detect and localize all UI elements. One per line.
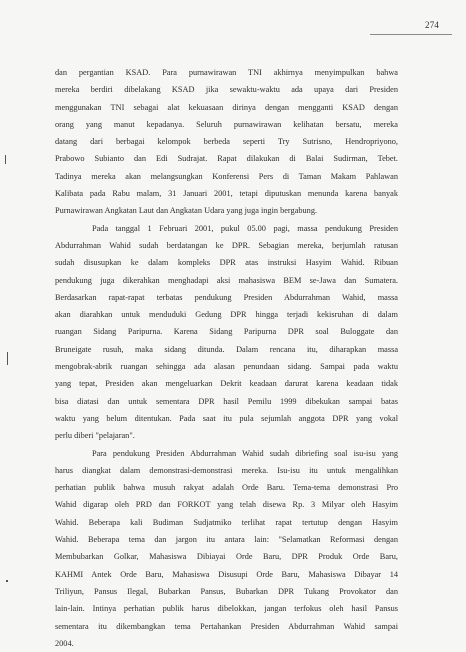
text-line: Berdasarkan rapat-rapat terbatas pendukung Presiden Abdurrahman Wahid, massa xyxy=(55,292,398,302)
scan-edge-mark xyxy=(5,155,6,164)
text-line: Triliyun, Pansus Ilegal, Bubarkan Pansus, Bubarkan DPR Tukang Provokator dan xyxy=(55,586,398,596)
text-line: Wahid. Beberapa kali Budiman Sudjatmiko terlihat rapat tertutup dengan Hasyim xyxy=(55,517,398,527)
paragraph-1 xyxy=(55,64,398,220)
text-line: sementara itu dikembangkan tema Pertahankan Presiden Abdurrahman Wahid sampai xyxy=(55,621,398,631)
text-line: mereka berdiri dibelakang KSAD jika sewaktu-waktu ada upaya dari Presiden xyxy=(55,85,398,95)
page-number: 274 xyxy=(425,20,440,30)
text-line: KAHMI Antek Orde Baru, Mahasiswa Disusupi Orde Baru, Mahasiswa Dibayar 14 xyxy=(55,569,398,579)
text-line: Purnawirawan Angkatan Laut dan Angkatan Udara yang juga ingin bergabung. xyxy=(55,206,318,216)
page-number-rule xyxy=(370,34,452,35)
text-line: perhatian publik bahwa musuh rakyat adalah Orde Baru. Tema-tema demonstrasi Pro xyxy=(55,483,398,493)
text-line: mengobrak-abrik ruangan sehingga ada alasan penundaan sidang. Sampai pada waktu xyxy=(55,362,398,372)
text-line: 2004. xyxy=(55,638,74,648)
scan-edge-mark xyxy=(6,580,8,582)
text-line: Abdurrahman Wahid sudah berdatangan ke DPR. Sebagian mereka, berjumlah ratusan xyxy=(55,240,398,250)
paragraph-2 xyxy=(55,220,398,445)
text-line: bisa diatasi dan untuk sementara DPR hasil Pemilu 1999 dibekukan sampai batas xyxy=(55,396,398,406)
text-line: datang dari berbagai kelompok berbeda seperti Try Sutrisno, Hendropriyono, xyxy=(55,137,398,147)
text-line: orang yang manut kepadanya. Seluruh purnawirawan kelihatan bersatu, mereka xyxy=(55,119,398,129)
text-line: lain-lain. Intinya perhatian publik harus dibelokkan, jangan terfokus oleh hasil Pansus xyxy=(55,604,398,614)
text-line: Pada tanggal 1 Februari 2001, pukul 05.00 pagi, massa pendukung Presiden xyxy=(92,223,398,233)
text-line: yang tepat, Presiden akan mengeluarkan Dekrit keadaan darurat karena keadaan tidak xyxy=(55,379,398,389)
text-line: waktu yang belum ditentukan. Pada saat itu pula sejumlah anggota DPR yang vokal xyxy=(55,413,398,423)
text-line: Prabowo Subianto dan Edi Sudrajat. Rapat dilakukan di Balai Sudirman, Tebet. xyxy=(55,154,398,164)
text-line: ruangan Sidang Paripurna. Karena Sidang Paripurna DPR soal Buloggate dan xyxy=(55,327,398,337)
scan-edge-mark xyxy=(7,352,8,365)
text-line: Wahid digarap oleh PRD dan FORKOT yang telah disewa Rp. 3 Milyar oleh Hasyim xyxy=(55,500,398,510)
text-line: Tadinya mereka akan melangsungkan Konferensi Pers di Taman Makam Pahlawan xyxy=(55,171,398,181)
body-text xyxy=(55,64,398,652)
text-line: Para pendukung Presiden Abdurrahman Wahid sudah dibriefing soal isu-isu yang xyxy=(92,448,398,458)
text-line: harus diangkat dalam demonstrasi-demonstrasi mereka. Isu-isu itu untuk mengalihkan xyxy=(55,465,398,475)
text-line: Bruneigate rusuh, maka sidang ditunda. Dalam rencana itu, diharapkan massa xyxy=(55,344,398,354)
text-line: sudah disusupkan ke dalam kompleks DPR atas instruksi Hasyim Wahid. Ribuan xyxy=(55,258,398,268)
text-line: akan diarahkan untuk menduduki Gedung DPR hingga terjadi kekisruhan di dalam xyxy=(55,310,398,320)
text-line: Kalibata pada Rabu malam, 31 Januari 2001, tetapi diputuskan menunda karena banyak xyxy=(55,189,398,199)
text-line: dan pergantian KSAD. Para purnawirawan TNI akhirnya menyimpulkan bahwa xyxy=(55,68,398,77)
text-line: Wahid. Beberapa tema dan jargon itu antara lain: "Selamatkan Reformasi dengan xyxy=(55,535,398,545)
text-line: perlu diberi "pelajaran". xyxy=(55,431,135,441)
text-line: Membubarkan Golkar, Mahasiswa Dibiayai Orde Baru, DPR Produk Orde Baru, xyxy=(55,552,398,562)
text-line: pendukung juga dikerahkan menghadapi aksi mahasiswa BEM se-Jawa dan Sumatera. xyxy=(55,275,398,285)
paragraph-3 xyxy=(55,445,398,652)
text-line: menggunakan TNI sebagai alat kekuasaan dirinya dengan mengganti KSAD dengan xyxy=(55,102,398,112)
